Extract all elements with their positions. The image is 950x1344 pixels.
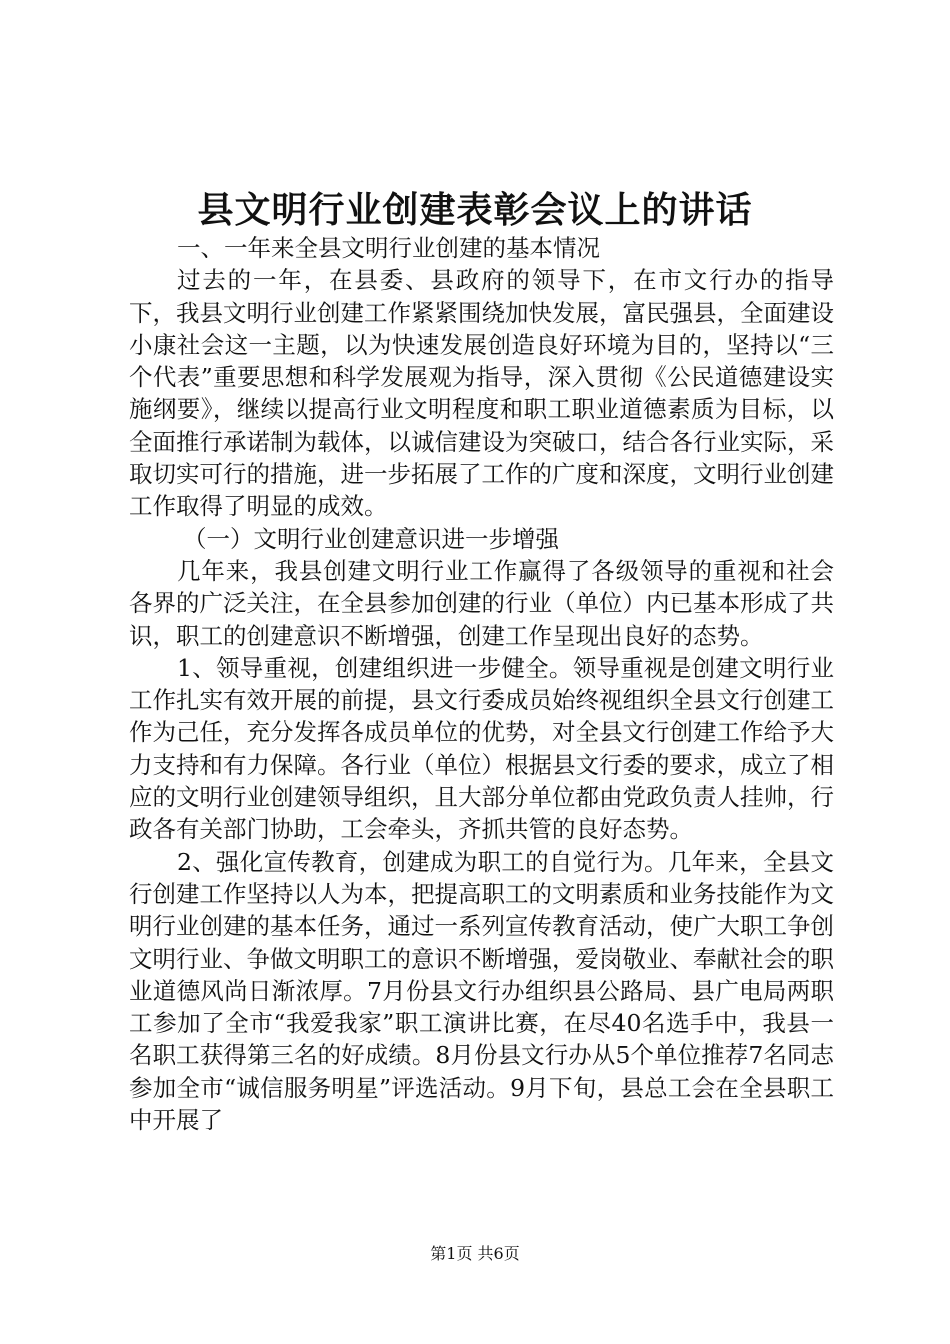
subsection-heading: （一）文明行业创建意识进一步增强 (183, 524, 559, 553)
document-title: 县文明行业创建表彰会议上的讲话 (197, 189, 753, 231)
section-heading: 一、一年来全县文明行业创建的基本情况 (177, 234, 600, 262)
body-paragraph: 1、领导重视，创建组织进一步健全。领导重视是创建文明行业工作扎实有效开展的前提，县文行委成员始终视组织全县文行创建工作为己任，充分发挥各成员单位的优势，对全县文行创建工作给予大力支持和有力保障。各行业（单位）根据县文行委的要求，成立了相应的文明行业创建领导组织，且大部分单位都由党政负责人挂帅，行政各有关部门协助，工会牵头，齐抓共管的良好态势。 (129, 653, 834, 844)
body-paragraph: 过去的一年，在县委、县政府的领导下，在市文行办的指导下，我县文明行业创建工作紧紧围绕加快发展，富民强县，全面建设小康社会这一主题，以为快速发展创造良好环境为目的，坚持以“三个代表”重要思想和科学发展观为指导，深入贯彻《公民道德建设实施纲要》，继续以提高行业文明程度和职工职业道德素质为目标，以全面推行承诺制为载体，以诚信建设为突破口，结合各行业实际，采取切实可行的措施，进一步拓展了工作的广度和深度，文明行业创建工作取得了明显的成效。 (129, 266, 834, 521)
body-paragraph: 几年来，我县创建文明行业工作赢得了各级领导的重视和社会各界的广泛关注，在全县参加创建的行业（单位）内已基本形成了共识，职工的创建意识不断增强，创建工作呈现出良好的态势。 (129, 556, 834, 650)
page-footer: 第1页 共6页 (430, 1244, 520, 1263)
body-paragraph: 2、强化宣传教育，创建成为职工的自觉行为。几年来，全县文行创建工作坚持以人为本，把提高职工的文明素质和业务技能作为文明行业创建的基本任务，通过一系列宣传教育活动，使广大职工争创文明行业、争做文明职工的意识不断增强，爱岗敬业、奉献社会的职业道德风尚日渐浓厚。7月份县文行办组织县公路局、县广电局两职工参加了全市“我爱我家”职工演讲比赛，在尽40名选手中，我县一名职工获得第三名的好成绩。8月份县文行办从5个单位推荐7名同志参加全市“诚信服务明星”评选活动。9月下旬，县总工会在全县职工中开展了 (129, 847, 834, 1135)
document-body (129, 232, 834, 1136)
